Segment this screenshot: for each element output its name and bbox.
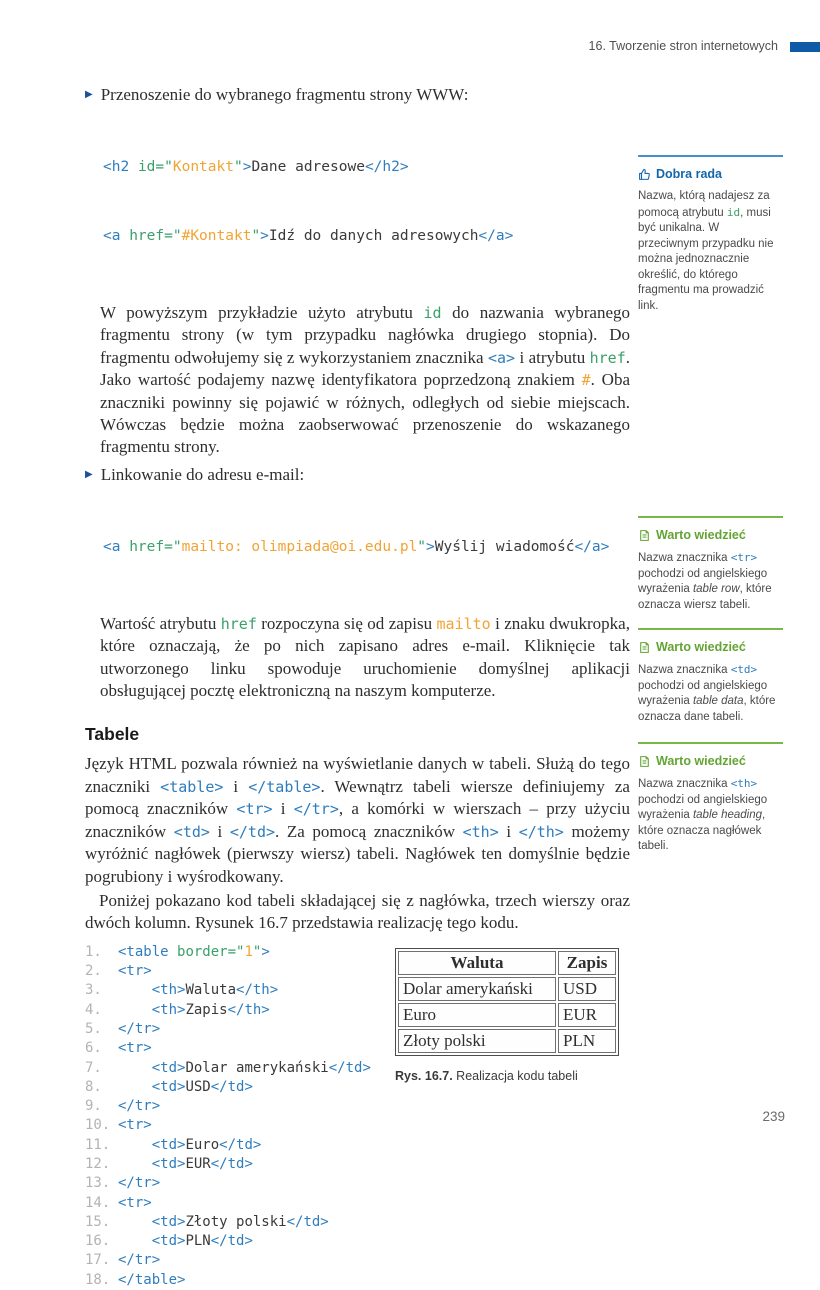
line-code: <td>Dolar amerykański</td> bbox=[151, 1059, 371, 1076]
note-heading bbox=[638, 640, 783, 654]
sidebar-note-warto-wiedziec-td bbox=[638, 628, 783, 725]
line-number: 3. bbox=[85, 982, 102, 999]
note-title: Warto wiedzieć bbox=[656, 640, 746, 654]
line-number: 7. bbox=[85, 1059, 102, 1076]
code-sample-line: <h2 id="Kontakt">Dane adresowe</h2> bbox=[103, 159, 409, 175]
note-body: Nazwa, którą nadajesz za pomocą atrybutu id, musi być unikalna. W przeciwnym przypadku nie można jednoznacznie określić, do którego fragmentu ma prowadzić link. bbox=[638, 190, 774, 312]
paragraph-listing-intro: Poniżej pokazano kod tabeli składającej się z nagłówka, trzech wierszy oraz dwóch kolumn. Rysunek 16.7 przedstawia realizację tego kodu. bbox=[85, 890, 630, 933]
note-rule bbox=[638, 628, 783, 630]
code-line bbox=[85, 1116, 630, 1135]
code-line bbox=[85, 1194, 630, 1213]
sidebar-note-dobra-rada bbox=[638, 155, 783, 314]
sidebar-note-warto-wiedziec-tr bbox=[638, 516, 783, 613]
figure-caption bbox=[395, 1069, 635, 1083]
line-code: </tr> bbox=[118, 1020, 161, 1037]
note-body: Nazwa znacznika <tr> pochodzi od angielskiego wyrażenia table row, które oznacza wiersz tabeli. bbox=[638, 551, 772, 611]
note-heading bbox=[638, 528, 783, 542]
bullet-triangle-icon: ▶ bbox=[85, 468, 93, 480]
note-body: Nazwa znacznika <td> pochodzi od angielskiego wyrażenia table data, które oznacza dane tabeli. bbox=[638, 663, 776, 723]
line-code: </tr> bbox=[118, 1175, 161, 1192]
code-line bbox=[85, 1136, 630, 1155]
sidebar-note-warto-wiedziec-th bbox=[638, 742, 783, 855]
line-code: <tr> bbox=[118, 963, 152, 980]
line-number: 6. bbox=[85, 1040, 102, 1057]
line-number: 14. bbox=[85, 1194, 111, 1211]
note-icon bbox=[638, 529, 651, 542]
table-cell: PLN bbox=[558, 1029, 616, 1053]
table-row bbox=[398, 1029, 616, 1053]
table-cell: Złoty polski bbox=[398, 1029, 556, 1053]
line-number: 4. bbox=[85, 1001, 102, 1018]
paragraph-table-intro: Język HTML pozwala również na wyświetlanie danych w tabeli. Służą do tego znaczniki <table> i </table>. Wewnątrz tabeli wiersze definiujemy za pomocą znaczników <tr> i </tr>, a komórki w wierszach – przy użyciu znaczników <td> i </td>. Za pomocą znaczników <th> i </th> możemy wyróżnić nagłówek (pierwszy wiersz) tabeli. Nagłówek ten domyślnie będzie pogrubiony i wyśrodkowany. bbox=[85, 754, 630, 886]
note-icon bbox=[638, 755, 651, 768]
line-number: 5. bbox=[85, 1020, 102, 1037]
table-cell: USD bbox=[558, 977, 616, 1001]
line-code: </tr> bbox=[118, 1098, 161, 1115]
running-header: 16. Tworzenie stron internetowych bbox=[588, 39, 778, 53]
code-line bbox=[85, 1232, 630, 1251]
bullet-item bbox=[85, 84, 630, 106]
table-cell: EUR bbox=[558, 1003, 616, 1027]
code-sample-anchor bbox=[103, 110, 630, 294]
line-number: 10. bbox=[85, 1117, 111, 1134]
page-number: 239 bbox=[762, 1109, 785, 1124]
bullet-item bbox=[85, 464, 630, 486]
line-code: <tr> bbox=[118, 1040, 152, 1057]
line-code: </tr> bbox=[118, 1252, 161, 1269]
line-number: 2. bbox=[85, 963, 102, 980]
line-code: <table border="1"> bbox=[118, 943, 270, 960]
code-line bbox=[85, 1097, 630, 1116]
line-code: <td>USD</td> bbox=[151, 1078, 253, 1095]
thumbs-up-icon bbox=[638, 168, 651, 181]
bullet-text: Linkowanie do adresu e-mail: bbox=[100, 464, 305, 484]
note-rule bbox=[638, 742, 783, 744]
note-body: Nazwa znacznika <th> pochodzi od angielskiego wyrażenia table heading, które oznacza nagłówek tabeli. bbox=[638, 777, 768, 852]
code-sample-mailto bbox=[103, 490, 630, 605]
line-number: 18. bbox=[85, 1271, 111, 1288]
paragraph-id-explanation: W powyższym przykładzie użyto atrybutu id do nazwania wybranego fragmentu strony (w tym przypadku nagłówka drugiego stopnia). Do fragmentu odwołujemy się z wykorzystaniem znacznika <a> i atrybutu href. Jako wartość podajemy nazwę identyfikatora poprzedzoną znakiem #. Oba znaczniki powinny się pojawić w różnych, odległych od siebie miejscach. Wówczas będzie można zaobserwować przenoszenie do wskazanego fragmentu strony. bbox=[100, 303, 630, 457]
note-heading bbox=[638, 167, 783, 181]
bullet-text: Przenoszenie do wybranego fragmentu strony WWW: bbox=[100, 85, 469, 104]
line-code: <tr> bbox=[118, 1117, 152, 1134]
note-icon bbox=[638, 641, 651, 654]
line-number: 16. bbox=[85, 1233, 111, 1250]
code-line bbox=[85, 1213, 630, 1232]
code-line bbox=[85, 1155, 630, 1174]
line-code: </table> bbox=[118, 1271, 186, 1288]
rendered-html-table bbox=[395, 948, 619, 1056]
chapter-tab-bar bbox=[790, 42, 820, 52]
bullet-triangle-icon: ▶ bbox=[85, 89, 93, 100]
main-column bbox=[85, 84, 630, 1290]
note-title: Dobra rada bbox=[656, 167, 722, 181]
line-number: 8. bbox=[85, 1078, 102, 1095]
line-code: <th>Waluta</th> bbox=[151, 982, 279, 999]
line-code: <th>Zapis</th> bbox=[151, 1001, 270, 1018]
table-header-cell: Waluta bbox=[398, 951, 556, 975]
code-line bbox=[85, 1251, 630, 1270]
figure-16-7 bbox=[395, 948, 635, 1083]
line-code: <td>Złoty polski</td> bbox=[151, 1213, 329, 1230]
line-number: 9. bbox=[85, 1098, 102, 1115]
note-rule bbox=[638, 155, 783, 157]
line-code: <td>EUR</td> bbox=[151, 1155, 253, 1172]
section-title: Tabele bbox=[85, 724, 140, 745]
note-rule bbox=[638, 516, 783, 518]
code-line bbox=[85, 1174, 630, 1193]
paragraph-mailto-explanation: Wartość atrybutu href rozpoczyna się od zapisu mailto i znaku dwukropka, które oznaczają, że po nich zapisano adres e-mail. Kliknięcie tak utworzonego linku spowoduje uruchomienie domyślnej aplikacji obsługującej pocztę elektroniczną na naszym komputerze. bbox=[100, 613, 630, 701]
table-row bbox=[398, 977, 616, 1001]
note-title: Warto wiedzieć bbox=[656, 528, 746, 542]
code-line bbox=[85, 1271, 630, 1290]
line-number: 11. bbox=[85, 1136, 111, 1153]
figure-caption-label: Rys. 16.7. bbox=[395, 1069, 453, 1083]
code-sample-line: <a href="mailto: olimpiada@oi.edu.pl">Wyślij wiadomość</a> bbox=[103, 538, 610, 555]
table-row bbox=[398, 1003, 616, 1027]
note-title: Warto wiedzieć bbox=[656, 754, 746, 768]
table-header-cell: Zapis bbox=[558, 951, 616, 975]
line-number: 17. bbox=[85, 1252, 111, 1269]
table-cell: Dolar amerykański bbox=[398, 977, 556, 1001]
figure-caption-text: Realizacja kodu tabeli bbox=[452, 1069, 578, 1083]
note-heading bbox=[638, 754, 783, 768]
line-code: <td>Euro</td> bbox=[151, 1136, 262, 1153]
table-cell: Euro bbox=[398, 1003, 556, 1027]
code-sample-line: <a href="#Kontakt">Idź do danych adresowych</a> bbox=[103, 228, 514, 244]
table-row bbox=[398, 951, 616, 975]
line-number: 12. bbox=[85, 1155, 111, 1172]
line-number: 1. bbox=[85, 943, 102, 960]
line-number: 13. bbox=[85, 1175, 111, 1192]
line-code: <tr> bbox=[118, 1194, 152, 1211]
line-code: <td>PLN</td> bbox=[151, 1233, 253, 1250]
line-number: 15. bbox=[85, 1213, 111, 1230]
